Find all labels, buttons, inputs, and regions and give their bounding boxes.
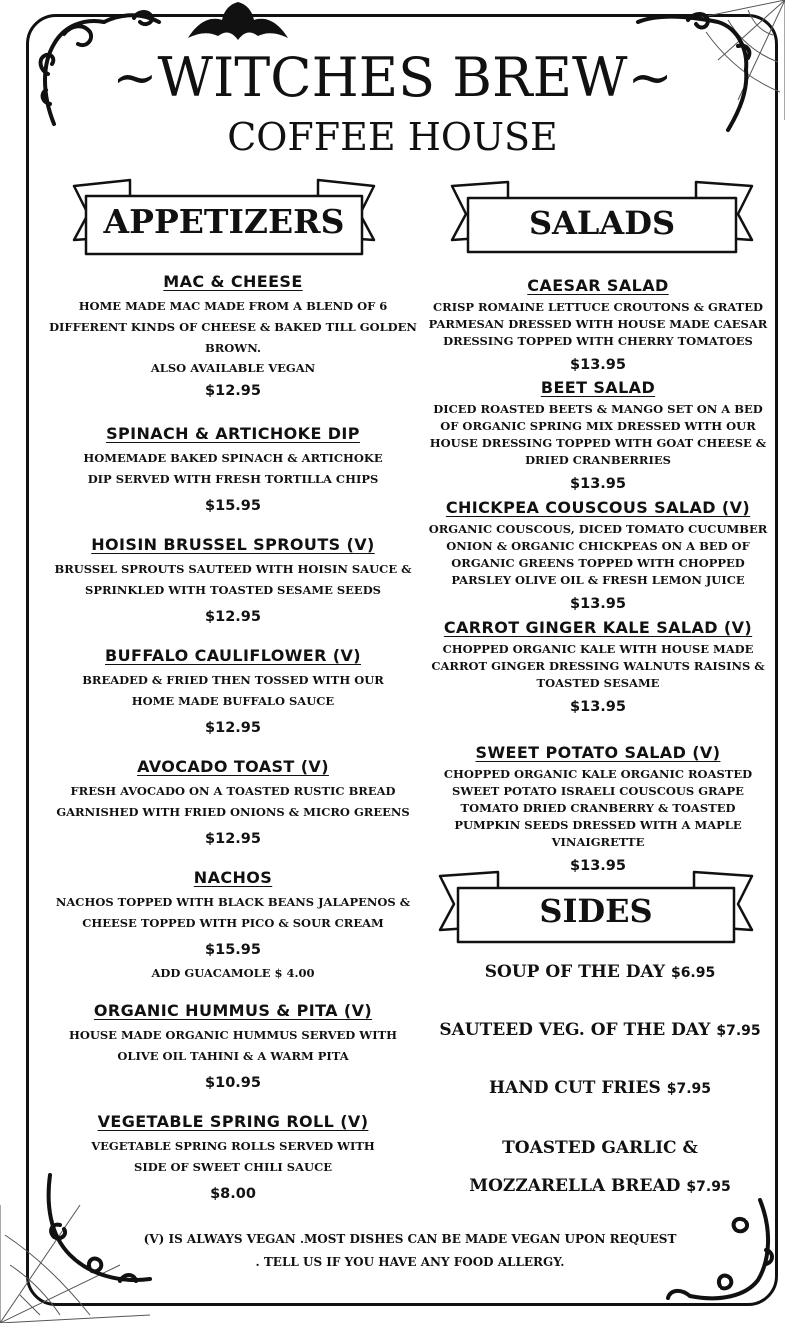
item-description: BREADED & FRIED THEN TOSSED WITH OUR HOME MADE BUFFALO SAUCE bbox=[82, 673, 384, 708]
item-name: AVOCADO TOAST (V) bbox=[137, 757, 329, 776]
item-price: $12.95 bbox=[205, 609, 261, 625]
item-price: $8.00 bbox=[210, 1186, 256, 1202]
item-description: FRESH AVOCADO ON A TOASTED RUSTIC BREAD GARNISHED WITH FRIED ONIONS & MICRO GREENS bbox=[56, 784, 410, 819]
side-item bbox=[430, 1076, 770, 1101]
item-price: $13.95 bbox=[570, 699, 626, 715]
item-description: NACHOS TOPPED WITH BLACK BEANS JALAPENOS & CHEESE TOPPED WITH PICO & SOUR CREAM bbox=[55, 895, 411, 930]
item-price: $12.95 bbox=[205, 720, 261, 736]
sides-heading: SIDES bbox=[539, 892, 653, 930]
item-note: ALSO AVAILABLE VEGAN bbox=[150, 361, 316, 375]
item-name: MAC & CHEESE bbox=[163, 272, 303, 291]
item-name: CAESAR SALAD bbox=[527, 276, 669, 295]
side-name: HAND CUT FRIES bbox=[488, 1078, 661, 1098]
item-price: $13.95 bbox=[570, 357, 626, 373]
sides-column bbox=[430, 0, 770, 1323]
item-addon: ADD GUACAMOLE $ 4.00 bbox=[151, 966, 315, 980]
salads-heading: SALADS bbox=[528, 204, 676, 242]
item-name: SWEET POTATO SALAD (V) bbox=[475, 743, 721, 762]
item-price: $10.95 bbox=[205, 1075, 261, 1091]
appetizers-column bbox=[40, 0, 426, 1323]
side-name: TOASTED GARLIC & bbox=[502, 1138, 698, 1158]
menu-item bbox=[40, 1001, 426, 1093]
item-price: $13.95 bbox=[570, 476, 626, 492]
item-price: $13.95 bbox=[570, 596, 626, 612]
item-description: CRISP ROMAINE LETTUCE CROUTONS & GRATED PARMESAN DRESSED WITH HOUSE MADE CAESAR DRESSING TOPPED WITH CHERRY TOMATOES bbox=[428, 300, 768, 348]
item-name: NACHOS bbox=[193, 868, 273, 887]
side-name: SAUTEED VEG. OF THE DAY bbox=[439, 1020, 711, 1040]
menu-item bbox=[40, 272, 426, 401]
item-name: HOISIN BRUSSEL SPROUTS (V) bbox=[91, 535, 375, 554]
side-name: SOUP OF THE DAY bbox=[484, 962, 665, 982]
side-price: $7.95 bbox=[666, 1081, 712, 1097]
item-price: $15.95 bbox=[205, 498, 261, 514]
menu-item bbox=[40, 424, 426, 516]
menu-item bbox=[40, 1112, 426, 1204]
side-item bbox=[430, 1174, 770, 1199]
item-name: BUFFALO CAULIFLOWER (V) bbox=[105, 646, 361, 665]
side-item bbox=[430, 960, 770, 985]
footer-note bbox=[110, 1228, 710, 1274]
item-description: DICED ROASTED BEETS & MANGO SET ON A BED OF ORGANIC SPRING MIX DRESSED WITH OUR HOUSE DRESSING TOPPED WITH GOAT CHEESE & DRIED CRANBERRIES bbox=[429, 402, 767, 467]
side-price: $7.95 bbox=[716, 1023, 761, 1039]
item-name: CHICKPEA COUSCOUS SALAD (V) bbox=[445, 498, 751, 517]
vegan-note: (V) IS ALWAYS VEGAN .MOST DISHES CAN BE MADE VEGAN UPON REQUEST bbox=[143, 1232, 677, 1246]
item-description: ORGANIC COUSCOUS, DICED TOMATO CUCUMBER ONION & ORGANIC CHICKPEAS ON A BED OF ORGANIC GREENS TOPPED WITH CHOPPED PARSLEY OLIVE OIL & FRESH LEMON JUICE bbox=[428, 522, 768, 587]
item-name: BEET SALAD bbox=[540, 378, 656, 397]
allergy-note: . TELL US IF YOU HAVE ANY FOOD ALLERGY. bbox=[255, 1255, 565, 1269]
item-name: CARROT GINGER KALE SALAD (V) bbox=[443, 618, 753, 637]
side-item bbox=[430, 1018, 770, 1043]
item-price: $15.95 bbox=[205, 942, 261, 958]
item-description: HOUSE MADE ORGANIC HUMMUS SERVED WITH OLIVE OIL TAHINI & A WARM PITA bbox=[68, 1028, 398, 1063]
menu-item bbox=[40, 535, 426, 627]
side-price: $7.95 bbox=[686, 1179, 731, 1195]
appetizers-heading: APPETIZERS bbox=[103, 202, 345, 241]
item-name: ORGANIC HUMMUS & PITA (V) bbox=[93, 1001, 373, 1020]
menu-item bbox=[40, 868, 426, 982]
side-item bbox=[430, 1136, 770, 1160]
item-description: CHOPPED ORGANIC KALE ORGANIC ROASTED SWEET POTATO ISRAELI COUSCOUS GRAPE TOMATO DRIED CRANBERRY & TOASTED PUMPKIN SEEDS DRESSED WITH A MAPLE VINAIGRETTE bbox=[443, 767, 753, 849]
menu-item bbox=[40, 646, 426, 738]
item-price: $12.95 bbox=[205, 831, 261, 847]
item-description: HOME MADE MAC MADE FROM A BLEND OF 6 DIFFERENT KINDS OF CHEESE & BAKED TILL GOLDEN BROWN. bbox=[49, 299, 417, 355]
side-price: $6.95 bbox=[670, 965, 716, 981]
item-description: VEGETABLE SPRING ROLLS SERVED WITH SIDE OF SWEET CHILI SAUCE bbox=[91, 1139, 375, 1174]
item-price: $13.95 bbox=[570, 858, 626, 874]
item-price: $12.95 bbox=[205, 383, 261, 399]
side-name-continued: MOZZARELLA BREAD bbox=[469, 1176, 681, 1196]
item-name: VEGETABLE SPRING ROLL (V) bbox=[97, 1112, 369, 1131]
item-name: SPINACH & ARTICHOKE DIP bbox=[106, 424, 360, 443]
menu-item bbox=[40, 757, 426, 849]
item-description: HOMEMADE BAKED SPINACH & ARTICHOKE DIP SERVED WITH FRESH TORTILLA CHIPS bbox=[83, 451, 383, 486]
restaurant-title: ~WITCHES BREW~ bbox=[112, 46, 673, 109]
restaurant-subtitle: COFFEE HOUSE bbox=[227, 115, 558, 159]
item-description: CHOPPED ORGANIC KALE WITH HOUSE MADE CARROT GINGER DRESSING WALNUTS RAISINS & TOASTED SESAME bbox=[431, 642, 765, 690]
item-description: BRUSSEL SPROUTS SAUTEED WITH HOISIN SAUCE & SPRINKLED WITH TOASTED SESAME SEEDS bbox=[54, 562, 412, 597]
